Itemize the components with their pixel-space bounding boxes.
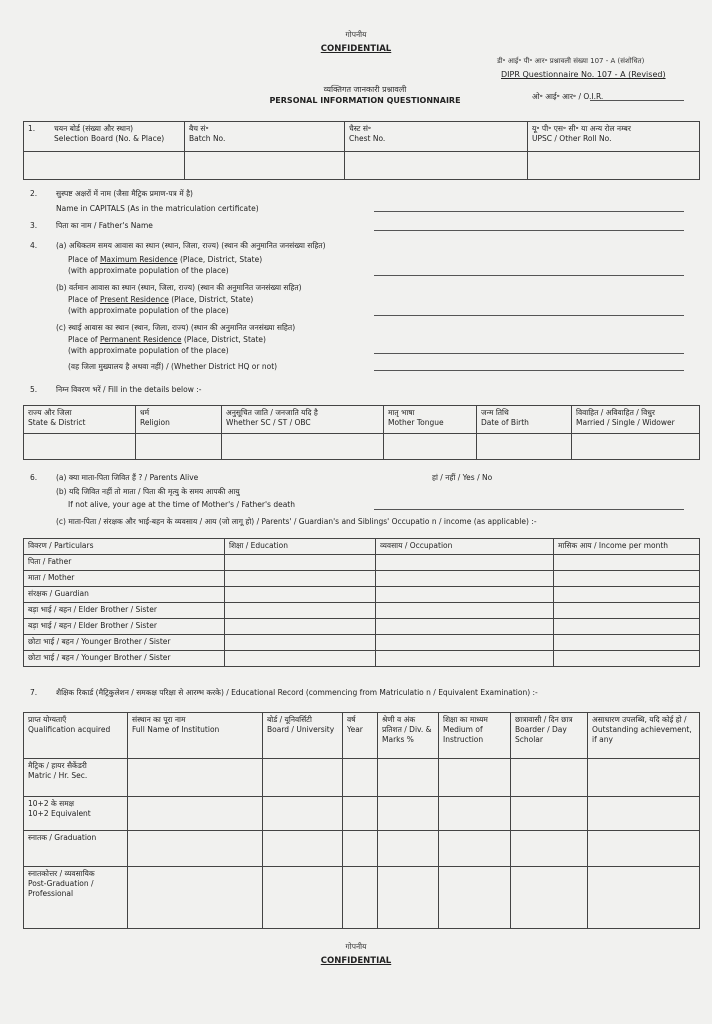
institution-header: संस्थान का पूरा नाम Full Name of Institution	[128, 713, 263, 759]
cell[interactable]	[554, 619, 700, 635]
batch-no-header: बैच सं॰ Batch No.	[185, 122, 345, 152]
q4a-hindi: 4. (a) अधिकतम समय आवास का स्थान (स्थान, जिला, राज्य) (स्थान की अनुमानित जनसंख्या सहित)	[30, 241, 326, 250]
cell[interactable]	[128, 867, 263, 929]
marital-status-field[interactable]	[572, 434, 700, 460]
oir-label: ओ॰ आई॰ आर॰ / O.I.R.	[532, 92, 604, 101]
division-header: श्रेणी व अंक प्रतिशत / Div. & Marks %	[378, 713, 439, 759]
education-header: शिक्षा / Education	[225, 539, 376, 555]
title-hindi: व्यक्तिगत जानकारी प्रश्नावली	[323, 85, 407, 94]
table-row	[24, 619, 700, 635]
cell[interactable]	[554, 603, 700, 619]
cell[interactable]	[588, 867, 700, 929]
permanent-residence-field[interactable]	[374, 353, 684, 354]
q4c-hindi: (c) स्थाई आवास का स्थान (स्थान, जिला, राज्य) (स्थान की अनुमानित जनसंख्या सहित)	[56, 323, 296, 332]
batch-no-field[interactable]	[185, 152, 345, 180]
row-label: छोटा भाई / बहन / Younger Brother / Sister	[24, 635, 225, 651]
cell[interactable]	[511, 797, 588, 831]
sc-st-obc-header: अनुसूचित जाति / जनजाति यदि है Whether SC / ST / OBC	[222, 406, 384, 434]
cell[interactable]	[343, 759, 378, 797]
occupation-header: व्यवसाय / Occupation	[376, 539, 554, 555]
selection-board-field[interactable]	[24, 152, 185, 180]
oir-line	[590, 100, 684, 101]
chest-no-field[interactable]	[345, 152, 528, 180]
cell[interactable]	[225, 651, 376, 667]
q6a-label: 6. (a) क्या माता-पिता जिवित हैं ? / Parents Alive	[30, 473, 199, 482]
q4b-hindi: (b) वर्तमान आवास का स्थान (स्थान, जिला, राज्य) (स्थान की अनुमानित जनसंख्या सहित)	[56, 283, 302, 292]
q4c-english-2: (with approximate population of the place)	[68, 346, 229, 355]
q6a-yes-no[interactable]: हां / नहीं / Yes / No	[432, 473, 493, 482]
ref-hindi: डी॰ आई॰ पी॰ आर॰ प्रश्नावली संख्या 107 - A (संशोधित)	[497, 57, 645, 65]
income-header: मासिक आय / Income per month	[554, 539, 700, 555]
q4a-english: Place of Maximum Residence (Place, District, State)	[68, 255, 263, 264]
particulars-header: विवरण / Particulars	[24, 539, 225, 555]
header-gopaniya: गोपनीय	[345, 30, 367, 39]
cell[interactable]	[511, 759, 588, 797]
row-label: बड़ा भाई / बहन / Elder Brother / Sister	[24, 603, 225, 619]
sc-st-obc-field[interactable]	[222, 434, 384, 460]
table-row	[24, 571, 700, 587]
cell[interactable]	[225, 603, 376, 619]
cell[interactable]	[378, 867, 439, 929]
cell[interactable]	[263, 759, 343, 797]
header-confidential: CONFIDENTIAL	[320, 44, 392, 54]
footer-confidential: CONFIDENTIAL	[320, 956, 392, 966]
q5-label: 5. निम्न विवरण भरें / Fill in the details below :-	[30, 385, 202, 394]
district-hq-field[interactable]	[374, 370, 684, 371]
cell[interactable]	[225, 587, 376, 603]
table-row	[24, 555, 700, 571]
row-label: संरक्षक / Guardian	[24, 587, 225, 603]
dob-field[interactable]	[477, 434, 572, 460]
present-residence-field[interactable]	[374, 315, 684, 316]
cell[interactable]	[376, 555, 554, 571]
cell[interactable]	[225, 619, 376, 635]
selection-board-header: 1. चयन बोर्ड (संख्या और स्थान) Selection Board (No. & Place)	[24, 122, 185, 152]
table-row	[24, 587, 700, 603]
row-label: स्नातक / Graduation	[24, 831, 128, 867]
q2-hindi: 2. सुस्पष्ट अक्षरों में नाम (जैसा मैट्रिक प्रमाण-पत्र में है)	[30, 189, 193, 198]
cell[interactable]	[225, 635, 376, 651]
footer-gopaniya: गोपनीय	[345, 942, 367, 951]
table-row	[24, 831, 700, 867]
row-label: स्नातकोत्तर / व्यवसायिक Post-Graduation / Professional	[24, 867, 128, 929]
cell[interactable]	[588, 831, 700, 867]
mother-tongue-header: मातृ भाषा Mother Tongue	[384, 406, 477, 434]
details-table	[23, 405, 700, 460]
table-row	[24, 797, 700, 831]
cell[interactable]	[225, 555, 376, 571]
cell[interactable]	[378, 831, 439, 867]
cell[interactable]	[554, 571, 700, 587]
cell[interactable]	[588, 759, 700, 797]
q2-english: Name in CAPITALS (As in the matriculation certificate)	[56, 204, 259, 213]
q6b-hindi: (b) यदि जिवित नहीं तो माता / पिता की मृत्यु के समय आपकी आयु	[56, 487, 240, 496]
cell[interactable]	[343, 867, 378, 929]
q7-label: 7. शैक्षिक रिकार्ड (मैट्रिकुलेशन / समकक्ष परिक्षा से आरम्भ करके) / Educational Record (commencing from Matriculatio n / Equivalent Examination) :-	[30, 688, 538, 697]
page-title: PERSONAL INFORMATION QUESTIONNAIRE	[269, 96, 461, 105]
cell[interactable]	[439, 797, 511, 831]
name-field[interactable]	[374, 211, 684, 212]
board-header: बोर्ड / यूनिवर्सिटी Board / University	[263, 713, 343, 759]
row-label: पिता / Father	[24, 555, 225, 571]
top-table	[23, 121, 700, 180]
cell[interactable]	[263, 797, 343, 831]
achievement-header: असाधारण उपलब्धि, यदि कोई हो / Outstanding achievement, if any	[588, 713, 700, 759]
ref-english: DIPR Questionnaire No. 107 - A (Revised)	[501, 70, 666, 79]
row-label: मैट्रिक / हायर सैकेंडरी Matric / Hr. Sec.	[24, 759, 128, 797]
religion-field[interactable]	[136, 434, 222, 460]
education-table	[23, 712, 700, 929]
cell[interactable]	[511, 867, 588, 929]
cell[interactable]	[225, 571, 376, 587]
state-district-field[interactable]	[24, 434, 136, 460]
q4b-english-2: (with approximate population of the place)	[68, 306, 229, 315]
marital-status-header: विवाहित / अविवाहित / विधुर Married / Single / Widower	[572, 406, 700, 434]
year-header: वर्ष Year	[343, 713, 378, 759]
q6b-english: If not alive, your age at the time of Mother's / Father's death	[68, 500, 295, 509]
cell[interactable]	[376, 587, 554, 603]
cell[interactable]	[376, 571, 554, 587]
father-name-field[interactable]	[374, 230, 684, 231]
cell[interactable]	[263, 867, 343, 929]
cell[interactable]	[128, 759, 263, 797]
dob-header: जन्म तिथि Date of Birth	[477, 406, 572, 434]
q4c-district-hq: (वह जिला मुख्यालय है अथवा नहीं) / (Whether District HQ or not)	[68, 362, 278, 371]
q6c-label: (c) माता-पिता / संरक्षक और भाई-बहन के व्यवसाय / आय (जो लागू हो) / Parents' / Guardian's and Siblings' Occupatio n / income (as applicable) :-	[56, 517, 537, 526]
religion-header: धर्म Religion	[136, 406, 222, 434]
table-row	[24, 651, 700, 667]
family-table	[23, 538, 700, 667]
roll-no-field[interactable]	[528, 152, 700, 180]
row-label: 10+2 के समक्ष 10+2 Equivalent	[24, 797, 128, 831]
cell[interactable]	[343, 831, 378, 867]
cell[interactable]	[554, 635, 700, 651]
cell[interactable]	[554, 587, 700, 603]
cell[interactable]	[343, 797, 378, 831]
row-label: छोटा भाई / बहन / Younger Brother / Sister	[24, 651, 225, 667]
cell[interactable]	[439, 867, 511, 929]
cell[interactable]	[376, 619, 554, 635]
q3-label: 3. पिता का नाम / Father's Name	[30, 221, 153, 230]
mother-tongue-field[interactable]	[384, 434, 477, 460]
cell[interactable]	[263, 831, 343, 867]
age-at-death-field[interactable]	[374, 509, 684, 510]
cell[interactable]	[128, 797, 263, 831]
cell[interactable]	[439, 831, 511, 867]
row-label: माता / Mother	[24, 571, 225, 587]
cell[interactable]	[376, 603, 554, 619]
roll-no-header: यू॰ पी॰ एस॰ सी॰ या अन्य रोल नम्बर UPSC / Other Roll No.	[528, 122, 700, 152]
state-district-header: राज्य और जिला State & District	[24, 406, 136, 434]
cell[interactable]	[554, 651, 700, 667]
boarder-header: छात्रावासी / दिन छात्र Boarder / Day Scholar	[511, 713, 588, 759]
table-row	[24, 759, 700, 797]
qualification-header: प्राप्त योग्यताएँ Qualification acquired	[24, 713, 128, 759]
cell[interactable]	[378, 759, 439, 797]
cell[interactable]	[439, 759, 511, 797]
cell[interactable]	[511, 831, 588, 867]
table-row	[24, 603, 700, 619]
row-label: बड़ा भाई / बहन / Elder Brother / Sister	[24, 619, 225, 635]
cell[interactable]	[128, 831, 263, 867]
cell[interactable]	[588, 797, 700, 831]
q4a-english-2: (with approximate population of the place)	[68, 266, 229, 275]
table-row	[24, 635, 700, 651]
cell[interactable]	[378, 797, 439, 831]
cell[interactable]	[376, 651, 554, 667]
chest-no-header: चैस्ट सं॰ Chest No.	[345, 122, 528, 152]
q4c-english: Place of Permanent Residence (Place, District, State)	[68, 335, 266, 344]
medium-header: शिक्षा का माध्यम Medium of Instruction	[439, 713, 511, 759]
cell[interactable]	[554, 555, 700, 571]
max-residence-field[interactable]	[374, 275, 684, 276]
cell[interactable]	[376, 635, 554, 651]
table-row	[24, 867, 700, 929]
q4b-english: Place of Present Residence (Place, District, State)	[68, 295, 254, 304]
